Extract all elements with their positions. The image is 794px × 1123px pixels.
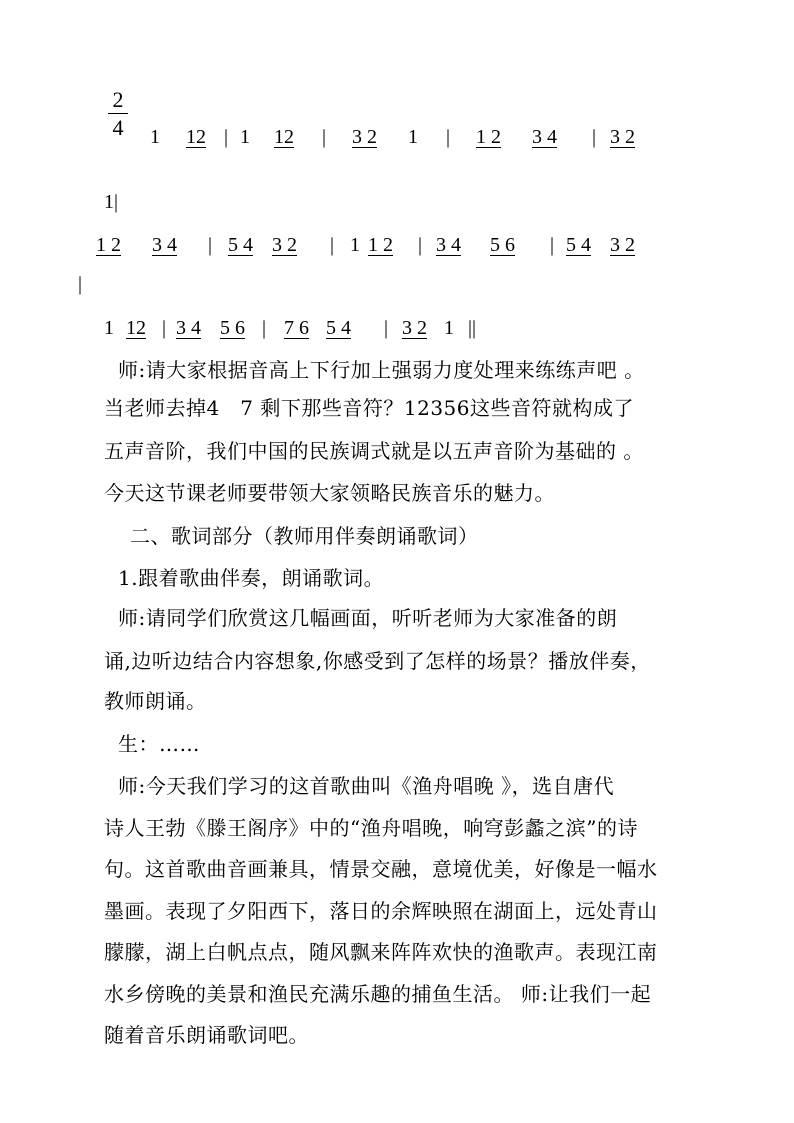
bar-line: | xyxy=(330,234,335,256)
text-line: 教师朗诵。 xyxy=(104,689,207,713)
time-signature xyxy=(108,88,128,140)
note: 1 xyxy=(240,126,250,148)
time-signature-top: 2 xyxy=(112,87,124,112)
note: 5 4 xyxy=(228,234,253,256)
note: 3 4 xyxy=(152,234,177,256)
bar-line: || xyxy=(468,317,477,339)
text-line: 水乡傍晚的美景和渔民充满乐趣的捕鱼生活。 师:让我们一起 xyxy=(104,982,652,1006)
score-line-2: 1| xyxy=(104,191,119,213)
note: 5 4 xyxy=(326,317,351,339)
note: 5 4 xyxy=(566,234,591,256)
text-line: 师:请大家根据音高上下行加上强弱力度处理来练练声吧 。 xyxy=(118,358,645,382)
text-line: 诗人王勃《滕王阁序》中的“渔舟唱晚，响穹彭蠡之滨”的诗 xyxy=(104,816,638,840)
note: 3 2 xyxy=(402,317,427,339)
note: 3 4 xyxy=(176,317,201,339)
bar-line: | xyxy=(208,234,213,256)
text-line: 墨画。表现了夕阳西下，落日的余辉映照在湖面上，远处青山 xyxy=(104,899,658,923)
bar-line: | xyxy=(224,126,229,148)
text-line: 朦朦，湖上白帆点点，随风飘来阵阵欢快的渔歌声。表现江南 xyxy=(104,940,658,964)
note: 1 xyxy=(444,317,454,339)
note: 1 xyxy=(408,126,418,148)
text-line: 生：…… xyxy=(118,732,200,756)
bar-line: | xyxy=(262,317,267,339)
note: 7 6 xyxy=(284,317,309,339)
bar-line: | xyxy=(384,317,389,339)
text-line: 师:请同学们欣赏这几幅画面，听听老师为大家准备的朗 xyxy=(118,606,618,630)
note: 3 4 xyxy=(532,126,557,148)
note: 3 2 xyxy=(272,234,297,256)
text-line: 诵,边听边结合内容想象,你感受到了怎样的场景？播放伴奏， xyxy=(104,649,651,673)
text-line: 五声音阶，我们中国的民族调式就是以五声音阶为基础的 。 xyxy=(104,439,644,463)
score-line-4: | xyxy=(78,273,83,295)
note: 1 xyxy=(104,317,114,339)
text-line: 师:今天我们学习的这首歌曲叫《渔舟唱晚 》，选自唐代 xyxy=(118,774,615,798)
fraction-bar xyxy=(108,113,128,114)
note: 5 6 xyxy=(220,317,245,339)
note: 12 xyxy=(186,126,206,148)
note: 3 2 xyxy=(352,126,377,148)
bar-line: | xyxy=(418,234,423,256)
bar-line: | xyxy=(592,126,597,148)
note: 1 xyxy=(150,126,160,148)
note: 3 4 xyxy=(436,234,461,256)
text-line: 1.跟着歌曲伴奏，朗诵歌词。 xyxy=(118,566,385,590)
note: 3 2 xyxy=(610,234,635,256)
section-heading: 二、歌词部分（教师用伴奏朗诵歌词） xyxy=(130,524,479,548)
note: 1 2 xyxy=(96,234,121,256)
bar-line: | xyxy=(446,126,451,148)
bar-line: | xyxy=(322,126,327,148)
note: 1 2 xyxy=(368,234,393,256)
note: 12 xyxy=(126,317,146,339)
note: 12 xyxy=(274,126,294,148)
note: 3 2 xyxy=(610,126,635,148)
note: 1 2 xyxy=(476,126,501,148)
bar-line: | xyxy=(550,234,555,256)
time-signature-bottom: 4 xyxy=(112,115,124,140)
note: 1 xyxy=(350,234,360,256)
text-line: 今天这节课老师要带领大家领略民族音乐的魅力。 xyxy=(104,481,555,505)
note: 5 6 xyxy=(490,234,515,256)
text-line: 句。这首歌曲音画兼具，情景交融，意境优美，好像是一幅水 xyxy=(104,857,658,881)
text-line: 随着音乐朗诵歌词吧。 xyxy=(104,1023,309,1047)
text-line: 当老师去掉4 7 剩下那些音符？12356这些音符就构成了 xyxy=(104,396,635,420)
bar-line: | xyxy=(162,317,167,339)
